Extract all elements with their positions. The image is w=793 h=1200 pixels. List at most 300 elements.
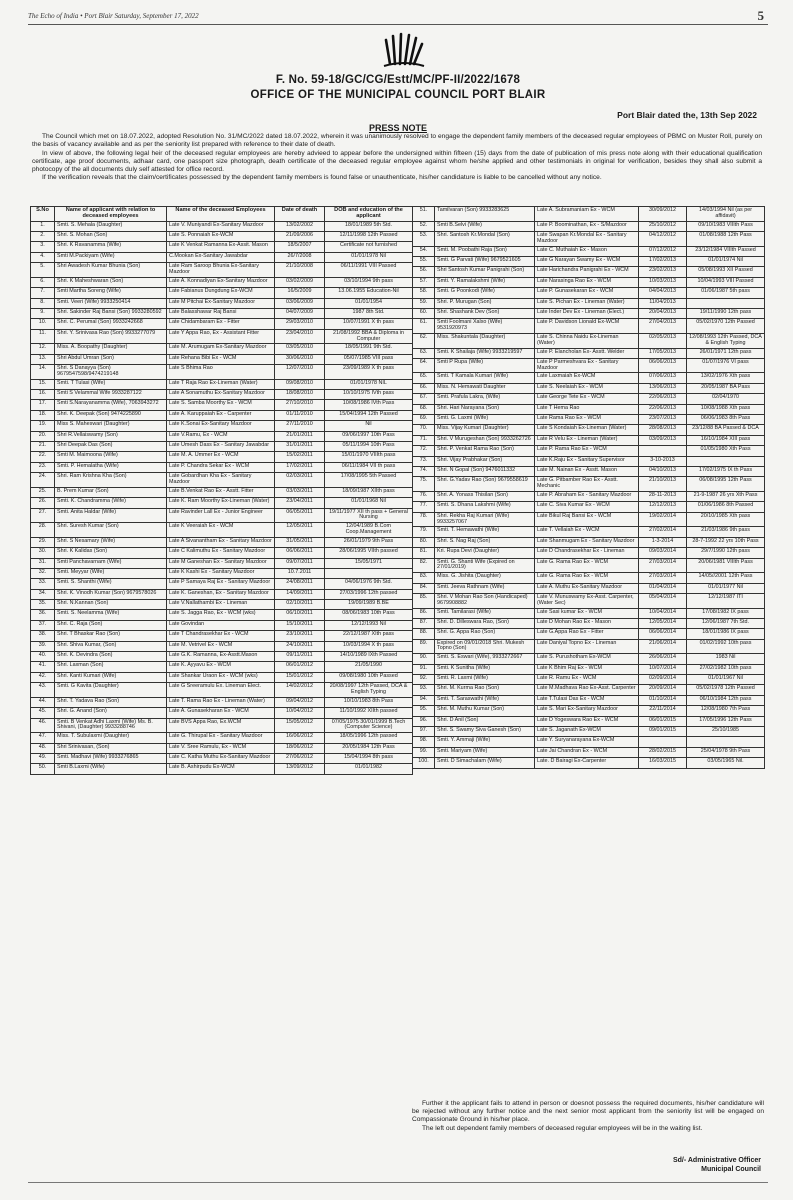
signature-line: Sd/- Administrative Officer bbox=[672, 1157, 761, 1164]
cell-applicant: Kri. Rupa Devi (Daughter) bbox=[435, 548, 535, 558]
cell-sno: 10. bbox=[31, 319, 55, 329]
applicant-table-left bbox=[30, 206, 413, 775]
cell-sno: 29. bbox=[31, 537, 55, 547]
cell-applicant: Smti. Madhavi (Wife) 9933276865 bbox=[55, 753, 167, 763]
cell-dob-education bbox=[325, 568, 413, 578]
signature-office: Municipal Council bbox=[701, 1166, 761, 1173]
cell-dob-education: 11/10/1992 XIIth passed bbox=[325, 708, 413, 718]
table-row bbox=[31, 344, 413, 354]
cell-sno: 21. bbox=[31, 442, 55, 452]
table-row bbox=[413, 664, 765, 674]
cell-dob-education: 1987 8th Std. bbox=[325, 308, 413, 318]
table-row bbox=[413, 502, 765, 512]
table-row bbox=[31, 390, 413, 400]
cell-sno: 85. bbox=[413, 593, 435, 608]
cell-applicant: Shri. Suresh Kumar (Son) bbox=[55, 523, 167, 538]
cell-sno: 66. bbox=[413, 383, 435, 393]
cell-applicant: Smti. M. Poobathi Raja (Son) bbox=[435, 246, 535, 256]
cell-applicant: Shri. N.Kannan (Son) bbox=[55, 600, 167, 610]
table-row bbox=[413, 394, 765, 404]
cell-deceased: Late T Chandrasekhar Ex - WCM bbox=[167, 631, 275, 641]
cell-dob-education: 10/08/1986 IVth Pass bbox=[325, 400, 413, 410]
cell-applicant: Shri. S. Nag Raj (Son) bbox=[435, 537, 535, 547]
cell-applicant: Smti. Y. Ammaji (Wife) bbox=[435, 737, 535, 747]
cell-deceased: Late S. Pichan Ex - Lineman (Water) bbox=[535, 298, 639, 308]
cell-dob-education: 05/07/1985 VIII pass bbox=[325, 354, 413, 364]
cell-deceased: Late K. Ram Moorthy Ex-Lineman (Water) bbox=[167, 498, 275, 508]
cell-applicant: Smti. K Sunitha (Wife) bbox=[435, 664, 535, 674]
table-row bbox=[413, 425, 765, 435]
cell-date-of-death: 31/05/2011 bbox=[275, 537, 325, 547]
cell-applicant: Smti. Jeeva Rathnam (Wife) bbox=[435, 583, 535, 593]
cell-deceased: Late A. Subramaniam Ex - WCM bbox=[535, 207, 639, 222]
cell-dob-education: 03/10/1994 9th pass bbox=[325, 277, 413, 287]
cell-date-of-death: 28/02/2015 bbox=[639, 747, 687, 757]
cell-dob-education: 20/08/1997 12th Passed, DCA & English Typing bbox=[325, 683, 413, 698]
cell-applicant: Smti. K Shailaja (Wife) 9933219597 bbox=[435, 348, 535, 358]
cell-dob-education: 25/10/1985 bbox=[687, 727, 765, 737]
table-row bbox=[413, 246, 765, 256]
cell-dob-education: 06/10/1984 12th pass bbox=[687, 695, 765, 705]
cell-applicant: Smti. S. Eswari (Wife), 9933272667 bbox=[435, 654, 535, 664]
cell-applicant: Smti. G Poonkodi (Wife) bbox=[435, 288, 535, 298]
cell-date-of-death: 02/09/2014 bbox=[639, 675, 687, 685]
cell-dob-education: 19/11/1977 XII th pass + General Nursing bbox=[325, 508, 413, 523]
cell-deceased: Late S. Neelaiah Ex - WCM bbox=[535, 383, 639, 393]
cell-applicant: Shri. K Kalidas (Son) bbox=[55, 548, 167, 558]
cell-deceased: Late Harichandra Panigrahi Ex - WCM bbox=[535, 267, 639, 277]
footer-paragraph: Further it the applicant fails to attend in person or doesnot possess the required documents, his/her candidature will be rejected without any further notice and the next senior most applicant from the seniority list will be engaged on Compassionate Ground in his/her place. bbox=[412, 1100, 764, 1124]
cell-deceased: Late C. Siva Kumar Ex - WCM bbox=[535, 502, 639, 512]
cell-date-of-death: 21/09/2006 bbox=[275, 231, 325, 241]
cell-dob-education: 18/01/1986 IX pass bbox=[687, 629, 765, 639]
cell-deceased: Late Fabianus Dungdung Ex-WCM bbox=[167, 288, 275, 298]
table-row bbox=[31, 288, 413, 298]
cell-deceased: Late S. Chinna Naidu Ex-Lineman (Water) bbox=[535, 333, 639, 348]
cell-sno: 45. bbox=[31, 708, 55, 718]
cell-date-of-death: 17/02/2011 bbox=[275, 462, 325, 472]
cell-deceased: Late S. Mari Ex-Sanitary Mazdoor bbox=[535, 706, 639, 716]
cell-deceased: Late M. A. Ummer Ex - WCM bbox=[167, 452, 275, 462]
cell-sno: 15. bbox=[31, 379, 55, 389]
cell-date-of-death: 11/04/2013 bbox=[639, 298, 687, 308]
cell-applicant: Smti. T. Saraswathi (Wife) bbox=[435, 695, 535, 705]
cell-sno: 31. bbox=[31, 558, 55, 568]
cell-deceased: Late P. Davidson Lionald Ex-WCM bbox=[535, 319, 639, 334]
cell-deceased: Late V. Sree Ramulu, Ex - WCM bbox=[167, 743, 275, 753]
cell-dob-education: 06/06/1983 8th Pass bbox=[687, 415, 765, 425]
cell-deceased: Late K Kashi Ex - Sanitary Mazdoor bbox=[167, 568, 275, 578]
cell-deceased: Late V. Muniyandi Ex-Sanitary Mazdoor bbox=[167, 221, 275, 231]
cell-sno: 91. bbox=[413, 664, 435, 674]
cell-applicant: Miss. Vijay Kumari (Daughter) bbox=[435, 425, 535, 435]
cell-dob-education: 28-7-1992 22 yrs 10th Pass bbox=[687, 537, 765, 547]
table-row bbox=[413, 629, 765, 639]
cell-applicant: Shri. K. Devindra (Son) bbox=[55, 652, 167, 662]
cell-sno: 43. bbox=[31, 683, 55, 698]
cell-sno: 97. bbox=[413, 727, 435, 737]
cell-deceased: Late A. Konnadiyan Ex-Sanitary Mazdoor bbox=[167, 277, 275, 287]
table-row bbox=[413, 373, 765, 383]
table-row bbox=[413, 573, 765, 583]
cell-applicant: Shri. Rekha Raj Kumari (Wife) 9933257067 bbox=[435, 512, 535, 527]
cell-date-of-death: 12/05/2014 bbox=[639, 618, 687, 628]
cell-applicant: Miss. Shakuntala (Daughter) bbox=[435, 333, 535, 348]
cell-applicant: Smti. R. Laxmi (Wife) bbox=[435, 675, 535, 685]
cell-date-of-death: 26/06/2014 bbox=[639, 654, 687, 664]
cell-deceased: Late S Bhima Rao bbox=[167, 365, 275, 380]
cell-date-of-death: 10/07/2014 bbox=[639, 664, 687, 674]
cell-dob-education: 27/03/1996 12th passed bbox=[325, 589, 413, 599]
table-row bbox=[413, 558, 765, 573]
table-row bbox=[31, 263, 413, 278]
cell-dob-education: 14/05//2001 12th Pass bbox=[687, 573, 765, 583]
cell-dob-education: 04/06/1976 9th Std. bbox=[325, 579, 413, 589]
cell-deceased: Late P. Boominathan, Ex - S/Mazdoor bbox=[535, 221, 639, 231]
cell-sno: 56. bbox=[413, 267, 435, 277]
cell-sno: 27. bbox=[31, 508, 55, 523]
cell-date-of-death: 03/05/2010 bbox=[275, 344, 325, 354]
table-row bbox=[413, 207, 765, 222]
table-row bbox=[31, 589, 413, 599]
cell-dob-education: 21/03/1986 9th pass bbox=[687, 527, 765, 537]
cell-deceased: Late Sasi kumar Ex - WCM bbox=[535, 608, 639, 618]
table-row bbox=[31, 610, 413, 620]
cell-sno: 14. bbox=[31, 365, 55, 380]
table-row bbox=[413, 737, 765, 747]
cell-deceased: Late K.Sonai Ex-Sanitary Mazdoor bbox=[167, 421, 275, 431]
cell-sno: 95. bbox=[413, 706, 435, 716]
cell-applicant: Smti. G Kavita (Daughter) bbox=[55, 683, 167, 698]
cell-date-of-death: 12/05/2011 bbox=[275, 523, 325, 538]
cell-sno: 51. bbox=[413, 207, 435, 222]
cell-dob-education: Nil bbox=[325, 421, 413, 431]
cell-deceased: Late P Samaya Raj Ex - Sanitary Mazdoor bbox=[167, 579, 275, 589]
cell-deceased: Late Rehana Bibi Ex - WCM bbox=[167, 354, 275, 364]
table-row bbox=[413, 221, 765, 231]
cell-sno: 24. bbox=[31, 473, 55, 488]
cell-deceased: Late Govindan bbox=[167, 620, 275, 630]
cell-dob-education: 20/06/1981 VIIIth Pass bbox=[687, 558, 765, 573]
header-deceased: Name of the deceased Employees bbox=[167, 207, 275, 222]
cell-sno: 98. bbox=[413, 737, 435, 747]
table-row bbox=[413, 267, 765, 277]
cell-deceased: Late Y. Suryanarayana Ex-WCM bbox=[535, 737, 639, 747]
cell-sno: 71. bbox=[413, 435, 435, 445]
cell-sno: 7. bbox=[31, 288, 55, 298]
press-note-title: PRESS NOTE bbox=[368, 123, 427, 133]
cell-date-of-death: 06/06/2013 bbox=[639, 358, 687, 373]
cell-date-of-death: 09/01/2015 bbox=[639, 727, 687, 737]
dated-line: Port Blair dated the, 13th Sep 2022 bbox=[617, 110, 757, 120]
cell-applicant: Smti P Rupa (Wife) bbox=[435, 358, 535, 373]
cell-dob-education: 12/12/1987 ITI bbox=[687, 593, 765, 608]
cell-dob-education: 06/08/1995 12th Pass bbox=[687, 477, 765, 492]
cell-applicant: Smti. T. Hemawathi (Wife) bbox=[435, 527, 535, 537]
cell-sno: 74. bbox=[413, 467, 435, 477]
cell-date-of-death: 19/02/2014 bbox=[639, 512, 687, 527]
cell-deceased: Late G. Pitbamber Rao Ex - Asstt. Mechanic bbox=[535, 477, 639, 492]
table-row bbox=[31, 354, 413, 364]
cell-date-of-death: 13/09/2012 bbox=[275, 764, 325, 774]
cell-deceased: Late T. Vellaiah Ex - WCM bbox=[535, 527, 639, 537]
cell-sno: 82. bbox=[413, 558, 435, 573]
cell-dob-education: 10/10/1975 IVth pass bbox=[325, 390, 413, 400]
cell-dob-education: 01/01/1954 bbox=[325, 298, 413, 308]
cell-deceased: Late M Ganeshan Ex - Sanitary Mazdoor bbox=[167, 558, 275, 568]
cell-applicant: Shri R.Vellaiswamy (Son) bbox=[55, 431, 167, 441]
cell-sno: 83. bbox=[413, 573, 435, 583]
cell-applicant: Smti. Veeri (Wife) 9933250414 bbox=[55, 298, 167, 308]
table-row bbox=[31, 733, 413, 743]
cell-applicant: Shri. D. Dilleswara Rao, (Son) bbox=[435, 618, 535, 628]
cell-dob-education: 12/08/1993 12th Passed, DCA & English Typing bbox=[687, 333, 765, 348]
table-row bbox=[31, 242, 413, 252]
cell-deceased: Late K. Ganeshan, Ex - Sanitary Mazdoor bbox=[167, 589, 275, 599]
cell-dob-education: 15/04/1994 12th Passed bbox=[325, 410, 413, 420]
cell-applicant: Smti. Anita Haldar (Wife) bbox=[55, 508, 167, 523]
table-row bbox=[31, 252, 413, 262]
cell-date-of-death: 12/07/2010 bbox=[275, 365, 325, 380]
table-row bbox=[413, 467, 765, 477]
table-row bbox=[31, 718, 413, 733]
cell-date-of-death: 15/05/2012 bbox=[275, 718, 325, 733]
cell-applicant: Smti. Prafula Lakra, (Wife) bbox=[435, 394, 535, 404]
cell-applicant: Smti. S. Shanthi (Wife) bbox=[55, 579, 167, 589]
cell-date-of-death: 25/10/2012 bbox=[639, 221, 687, 231]
cell-dob-education: 21/05/1990 bbox=[325, 662, 413, 672]
cell-applicant: Shri. K Ravanamma (Wife) bbox=[55, 242, 167, 252]
intro-paragraph: The Council which met on 18.07.2022, adopted Resolution No. 31/MC/2022 dated 18.07.2022, wherein it was unanimously resolved to engage the dependent family members of the deceased regular employees of PBMC on Muster Roll, purely on the basis of vacancy available and as per the seniority list prepared with reference to their date of death. bbox=[32, 133, 762, 149]
cell-sno: 42. bbox=[31, 672, 55, 682]
cell-sno: 2. bbox=[31, 231, 55, 241]
table-row bbox=[31, 743, 413, 753]
cell-applicant: Smti S Velammal Wife 9933287122 bbox=[55, 390, 167, 400]
cell-deceased: Late T. Rama Rao Ex - Lineman (Water) bbox=[167, 697, 275, 707]
cell-sno: 81. bbox=[413, 548, 435, 558]
cell-date-of-death: 17/05/2013 bbox=[639, 348, 687, 358]
cell-deceased: Late C Kalimuthu Ex - Sanitary Mazdoor bbox=[167, 548, 275, 558]
cell-dob-education: 25/04/1978 9th Pass bbox=[687, 747, 765, 757]
cell-date-of-death: 05/04/2014 bbox=[639, 593, 687, 608]
cell-sno: 25. bbox=[31, 487, 55, 497]
cell-date-of-death: 27/10/2010 bbox=[275, 400, 325, 410]
cell-deceased: Late Jai Chandran Ex - WCM bbox=[535, 747, 639, 757]
cell-applicant: Smti. Tamilarasi (Wife) bbox=[435, 608, 535, 618]
cell-date-of-death: 07/06/2013 bbox=[639, 373, 687, 383]
header-sno: S.No bbox=[31, 207, 55, 222]
cell-deceased: Late Gobardhan Kha Ex - Sanitary Mazdoor bbox=[167, 473, 275, 488]
table-row bbox=[31, 421, 413, 431]
cell-dob-education: 12/06/1987 7th Std. bbox=[687, 618, 765, 628]
cell-date-of-death: 17/02/2013 bbox=[639, 256, 687, 266]
cell-deceased: Late S. Purushotham Ex-WCM bbox=[535, 654, 639, 664]
cell-date-of-death: 23/02/2013 bbox=[639, 267, 687, 277]
cell-dob-education: 27/02/1982 10th pass bbox=[687, 664, 765, 674]
intro-paragraph: In view of above, the following legal heir of the deceased regular employees are hereby advieed to appear before the undersigned within fifteen (15) days from the date of publication of mis press note along with their educational qualification certificate, age proof documents, adhaar card, one passport size photograph, death certificate of the deceased regular employee against whom he/she applied and other testimonials in original for verification, besides they shall also submit a photocopy of the all documents duly self attested for office record. bbox=[32, 149, 762, 174]
cell-deceased: Late A Sonamuthu Ex-Sanitary Mazdoor bbox=[167, 390, 275, 400]
cell-applicant: Shri. G.Yadav Rao (Son) 9679558619 bbox=[435, 477, 535, 492]
cell-applicant: Smti M. Maimoona (Wife) bbox=[55, 452, 167, 462]
cell-dob-education: 10/07/1991 X th pass bbox=[325, 319, 413, 329]
cell-applicant: Miss. T. Subulaxmi (Daughter) bbox=[55, 733, 167, 743]
cell-dob-education: 01/01/1982 bbox=[325, 764, 413, 774]
cell-applicant: B. Prem Kumar (Son) bbox=[55, 487, 167, 497]
cell-applicant: Shri. S Danayya (Son) 9679547598/9474219148 bbox=[55, 365, 167, 380]
cell-dob-education: 14/10/1989 IXth Passed bbox=[325, 652, 413, 662]
cell-applicant: Shri Abdul Umran (Son) bbox=[55, 354, 167, 364]
cell-date-of-death: 1-3-2014 bbox=[639, 537, 687, 547]
table-row bbox=[31, 523, 413, 538]
cell-dob-education: 01/01/1978 NIL bbox=[325, 379, 413, 389]
table-row bbox=[31, 319, 413, 329]
cell-applicant: Shri. T. Yadava Rao (Son) bbox=[55, 697, 167, 707]
cell-deceased: Late A. Karuppaiah Ex - Carpenter bbox=[167, 410, 275, 420]
table-row bbox=[413, 319, 765, 334]
applicant-table-right bbox=[412, 206, 765, 769]
cell-sno: 9. bbox=[31, 308, 55, 318]
cell-dob-education: 10/08/1988 Xth pass bbox=[687, 404, 765, 414]
cell-dob-education: 06/11/1991 VIII Passed bbox=[325, 263, 413, 278]
table-row bbox=[31, 365, 413, 380]
cell-dob-education: 09/10/1983 VIIIth Pass bbox=[687, 221, 765, 231]
cell-deceased: Late G. Rama Rao Ex - WCM bbox=[535, 573, 639, 583]
cell-deceased: Late G.K. Ramanna, Ex-Asstt.Mason bbox=[167, 652, 275, 662]
cell-deceased: Late Rama Rao Ex - WCM bbox=[535, 415, 639, 425]
cell-sno: 18. bbox=[31, 410, 55, 420]
cell-dob-education: 20/05/1984 12th Pass bbox=[325, 743, 413, 753]
intro-text bbox=[32, 133, 762, 183]
cell-date-of-death: 03/06/2009 bbox=[275, 298, 325, 308]
council-emblem-icon bbox=[380, 30, 428, 70]
cell-applicant: Smti Martha Soreng (Wife) bbox=[55, 288, 167, 298]
cell-sno: 69. bbox=[413, 415, 435, 425]
cell-dob-education: 12/11/1998 12th Passed bbox=[325, 231, 413, 241]
cell-applicant: Smti B.Laxmi (Wife) bbox=[55, 764, 167, 774]
cell-date-of-death: 04/04/2013 bbox=[639, 288, 687, 298]
cell-sno: 67. bbox=[413, 394, 435, 404]
cell-date-of-death: 23/04/2011 bbox=[275, 498, 325, 508]
cell-sno: 54. bbox=[413, 246, 435, 256]
cell-date-of-death: 10/04/2014 bbox=[639, 608, 687, 618]
cell-applicant: Shri Awadesh Kumar Bhunia (Son) bbox=[55, 263, 167, 278]
cell-dob-education: 23/09/1989 X th pass bbox=[325, 365, 413, 380]
cell-applicant: Smti. G. Shanti Wife (Expired on 27/01/2019) bbox=[435, 558, 535, 573]
cell-dob-education: 20/10/1985 Xth pass bbox=[687, 512, 765, 527]
cell-date-of-death: 01/04/2014 bbox=[639, 583, 687, 593]
cell-applicant: Shri. P. Venkat Rama Rao (Son) bbox=[435, 446, 535, 456]
cell-dob-education: 28/06/1995 VIIth passed bbox=[325, 548, 413, 558]
table-body-right bbox=[413, 207, 765, 769]
cell-applicant: Tamilvaran (Son) 9933283625 bbox=[435, 207, 535, 222]
cell-deceased: Late B.Venkat Rao Ex - Asstt. Fitter bbox=[167, 487, 275, 497]
table-row bbox=[31, 652, 413, 662]
table-row bbox=[413, 695, 765, 705]
cell-deceased: Late T Raja Rao Ex-Lineman (Water) bbox=[167, 379, 275, 389]
table-row bbox=[31, 462, 413, 472]
cell-applicant: Smti Foolmani Xalxo (Wife) 9531920973 bbox=[435, 319, 535, 334]
table-row bbox=[31, 298, 413, 308]
table-row bbox=[413, 477, 765, 492]
table-row bbox=[31, 498, 413, 508]
cell-date-of-death bbox=[639, 446, 687, 456]
table-row bbox=[413, 716, 765, 726]
cell-applicant: Shri. A. Yonass Thisilan (Son) bbox=[435, 491, 535, 501]
cell-date-of-death: 21/10/2008 bbox=[275, 263, 325, 278]
cell-deceased: Late D Yogeswara Rao Ex - WCM bbox=[535, 716, 639, 726]
cell-sno: 6. bbox=[31, 277, 55, 287]
cell-date-of-death: 16/5/2009 bbox=[275, 288, 325, 298]
table-row bbox=[413, 383, 765, 393]
cell-dob-education: 09/08/1980 10th Passed bbox=[325, 672, 413, 682]
office-title: OFFICE OF THE MUNICIPAL COUNCIL PORT BLAIR bbox=[250, 89, 546, 101]
cell-applicant: Smti B.Selvi (Wife) bbox=[435, 221, 535, 231]
cell-date-of-death: 02/05/2013 bbox=[639, 333, 687, 348]
cell-deceased: Late M Pitchai Ex-Sanitary Mazdoor bbox=[167, 298, 275, 308]
cell-deceased: Late Y Appa Rao, Ex - Assistant Fitter bbox=[167, 329, 275, 344]
cell-sno: 37. bbox=[31, 620, 55, 630]
cell-deceased: Late G Narayan Swamy Ex - WCM bbox=[535, 256, 639, 266]
cell-sno: 65. bbox=[413, 373, 435, 383]
cell-sno: 4. bbox=[31, 252, 55, 262]
cell-deceased: Late Daniyal Topno Ex - Lineman bbox=[535, 639, 639, 654]
cell-dob-education bbox=[687, 456, 765, 466]
cell-deceased: Late R Velu Ex - Lineman (Water) bbox=[535, 435, 639, 445]
table-row bbox=[31, 473, 413, 488]
cell-date-of-death: 20/09/2014 bbox=[639, 685, 687, 695]
cell-applicant: Shri. G. Appa Rao (Son) bbox=[435, 629, 535, 639]
signature-block bbox=[673, 1156, 761, 1174]
cell-sno: 3. bbox=[31, 242, 55, 252]
cell-date-of-death: 10/04/2012 bbox=[275, 708, 325, 718]
cell-deceased: Late G. Thirupal Ex - Sanitary Mazdoor bbox=[167, 733, 275, 743]
cell-date-of-death: 27/11/2010 bbox=[275, 421, 325, 431]
cell-deceased: Late V. Munuswamy Ex-Asst. Carpenter, (Water Sec) bbox=[535, 593, 639, 608]
cell-date-of-death: 28/08/2013 bbox=[639, 425, 687, 435]
cell-dob-education: 12/12/1993 Nil bbox=[325, 620, 413, 630]
cell-dob-education: 17/08/1995 5th Passed bbox=[325, 473, 413, 488]
cell-date-of-death: 06/01/2012 bbox=[275, 662, 325, 672]
cell-sno: 41. bbox=[31, 662, 55, 672]
cell-sno: 48. bbox=[31, 743, 55, 753]
table-row bbox=[31, 329, 413, 344]
cell-sno: 30. bbox=[31, 548, 55, 558]
table-row bbox=[31, 620, 413, 630]
table-row bbox=[31, 579, 413, 589]
footer-text bbox=[412, 1100, 764, 1133]
cell-applicant: Shri. D Anil (Son) bbox=[435, 716, 535, 726]
cell-sno: 79. bbox=[413, 527, 435, 537]
cell-deceased: Late. D Bairagi Ex-Carpenter bbox=[535, 758, 639, 768]
cell-dob-education: 15/05/1971 bbox=[325, 558, 413, 568]
cell-applicant: Shri. Sakinder Raj Bansi (Son) 9933280592 bbox=[55, 308, 167, 318]
cell-deceased: Late K Venkat Ramanna Ex-Assit. Mason bbox=[167, 242, 275, 252]
cell-sno: 28. bbox=[31, 523, 55, 538]
table-row bbox=[413, 298, 765, 308]
cell-date-of-death: 16/03/2015 bbox=[639, 758, 687, 768]
cell-date-of-death: 27/03/2014 bbox=[639, 573, 687, 583]
cell-deceased: Late R. Ramu Ex - WCM bbox=[535, 675, 639, 685]
cell-applicant: Shri. P. Murugan (Son) bbox=[435, 298, 535, 308]
table-row bbox=[413, 618, 765, 628]
cell-applicant: Smti. P. Hemalatha (Wife) bbox=[55, 462, 167, 472]
cell-dob-education: 17/02/1975 IX th Pass bbox=[687, 467, 765, 477]
cell-applicant: Smti. Meyyar (Wife) bbox=[55, 568, 167, 578]
table-header-row bbox=[31, 207, 413, 222]
cell-sno: 93. bbox=[413, 685, 435, 695]
cell-sno: 34. bbox=[31, 589, 55, 599]
cell-dob-education: 29/7/1990 12th pass bbox=[687, 548, 765, 558]
